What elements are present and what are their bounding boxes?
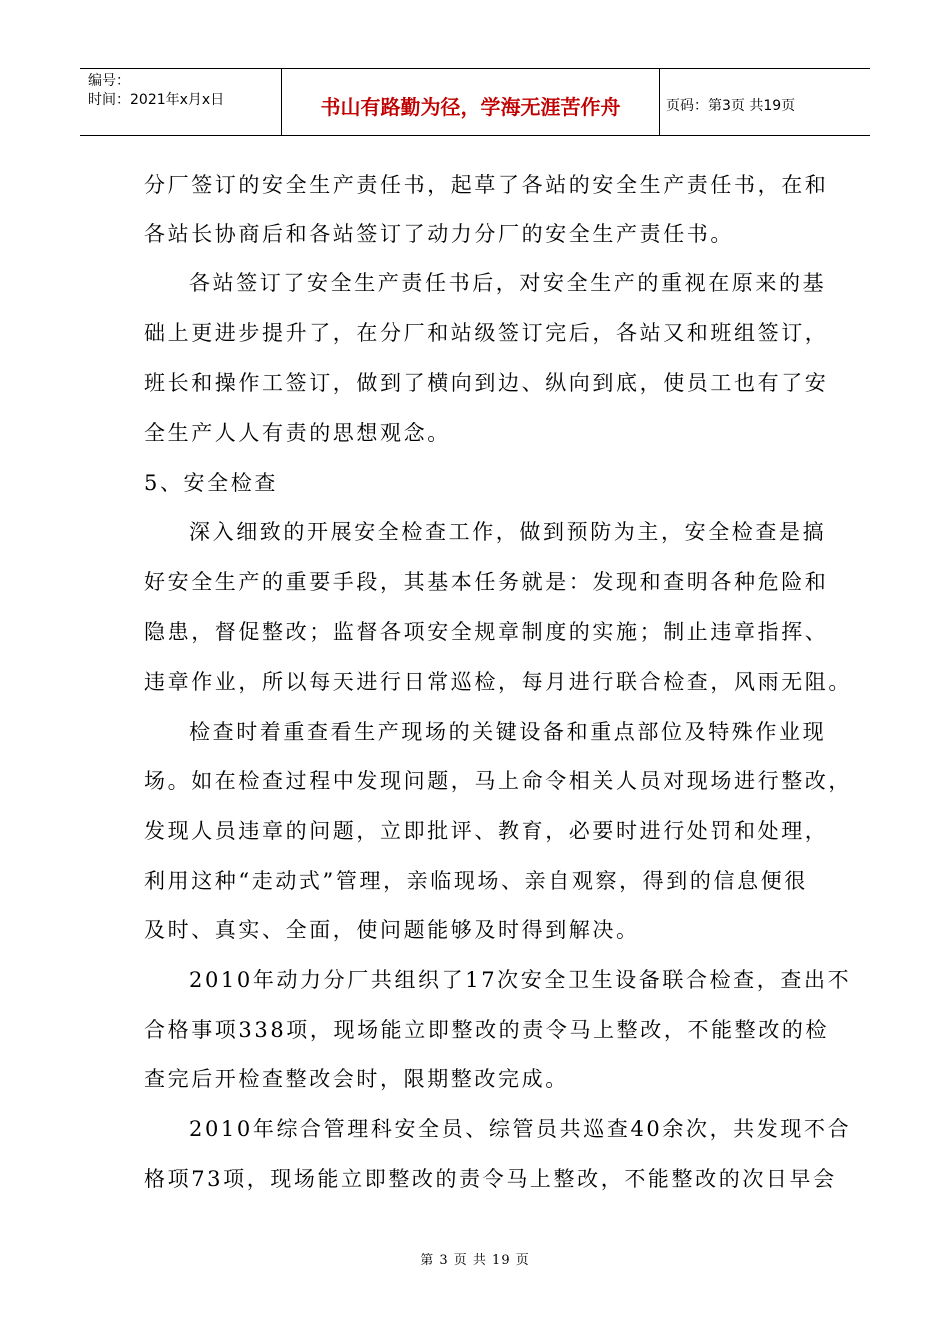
body-line: 合格事项338项，现场能立即整改的责令马上整改，不能整改的检 [144,1018,830,1042]
body-line: 2010年动力分厂共组织了17次安全卫生设备联合检查，查出不 [189,968,852,992]
body-line: 违章作业，所以每天进行日常巡检，每月进行联合检查，风雨无阻。 [144,670,852,694]
body-line: 全生产人人有责的思想观念。 [144,421,451,445]
section-heading: 5、安全检查 [144,471,278,495]
time-label: 时间：2021年x月x日 [88,92,225,108]
header-meta-cell [80,69,282,135]
body-line: 深入细致的开展安全检查工作，做到预防为主，安全检查是搞 [189,520,827,544]
body-line: 好安全生产的重要手段，其基本任务就是：发现和查明各种危险和 [144,570,829,594]
body-line: 班长和操作工签订，做到了横向到边、纵向到底，使员工也有了安 [144,371,829,395]
body-line: 各站长协商后和各站签订了动力分厂的安全生产责任书。 [144,222,734,246]
body-line: 查完后开检查整改会时，限期整改完成。 [144,1067,569,1091]
motto: 书山有路勤为径，学海无涯苦作舟 [282,69,660,135]
body-line: 发现人员违章的问题，立即批评、教育，必要时进行处罚和处理， [144,819,829,843]
body-line: 2010年综合管理科安全员、综管员共巡查40余次，共发现不合 [189,1117,852,1141]
body-line: 检查时着重查看生产现场的关键设备和重点部位及特殊作业现 [189,720,827,744]
body-line: 分厂签订的安全生产责任书，起草了各站的安全生产责任书，在和 [144,173,829,197]
number-label: 编号： [88,73,130,89]
body-line: 及时、真实、全面，使问题能够及时得到解决。 [144,918,640,942]
header-table [80,68,870,136]
page-footer: 第 3 页 共 19 页 [420,1253,530,1268]
body-line: 格项73项，现场能立即整改的责令马上整改，不能整改的次日早会 [144,1167,837,1191]
body-line: 场。如在检查过程中发现问题，马上命令相关人员对现场进行整改， [144,769,852,793]
body-line: 各站签订了安全生产责任书后，对安全生产的重视在原来的基 [189,271,827,295]
body-line: 利用这种“走动式”管理，亲临现场、亲自观察，得到的信息便很 [144,869,808,893]
page-info: 页码：第3页 共19页 [666,98,796,114]
body-line: 隐患，督促整改；监督各项安全规章制度的实施；制止违章指挥、 [144,620,829,644]
body-line: 础上更进步提升了，在分厂和站级签订完后，各站又和班组签订， [144,321,829,345]
